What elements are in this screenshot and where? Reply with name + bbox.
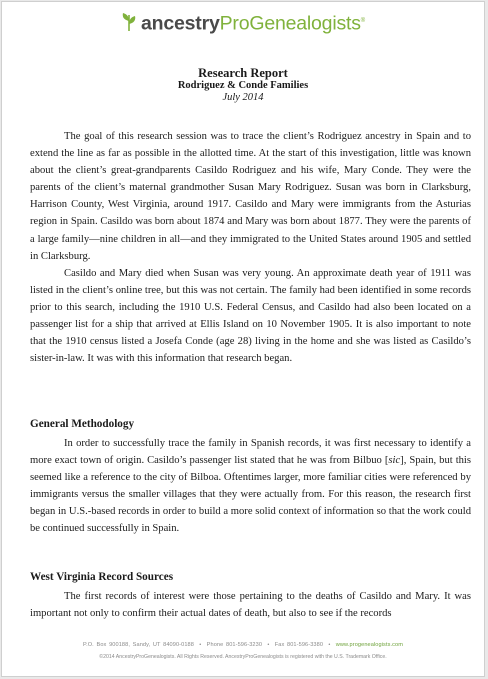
methodology-paragraph — [30, 435, 471, 538]
wv-sources-section — [30, 588, 471, 622]
report-date: July 2014 — [222, 92, 264, 103]
report-header — [2, 66, 484, 104]
document-page — [1, 1, 485, 677]
trademark-mark: ® — [360, 18, 366, 24]
footer-address: P.O. Box 900188, Sandy, UT 84090-0188 — [82, 642, 194, 648]
methodology-heading: General Methodology — [30, 418, 135, 430]
intro-paragraph-2: Casildo and Mary died when Susan was very young. An approximate death year of 1911 was listed in the client’s online tree, but this was not certain. The family had been identified in some records prior to this search, including the 1910 U.S. Federal Census, and Casildo had also been located on a passenger list for a ship that arrived at Ellis Island on 10 November 1905. It is also important to note that the 1910 census listed a Josefa Conde (age 28) living in the home and she was listed as Casildo’s sister-in-law. It was with this information that research began. — [30, 267, 471, 365]
brand-logo — [2, 10, 484, 35]
intro-section — [30, 128, 471, 367]
methodology-text-1: In order to successfully trace the family in Spanish records, it was first necessary to identify a more exact town of origin. Casildo’s passenger list stated that he was from Bilbuo [ — [30, 438, 471, 467]
wv-sources-heading: West Virginia Record Sources — [30, 571, 174, 583]
brand-name-bold: ancestry — [140, 12, 220, 35]
footer-website-link[interactable]: www.progenealogists.com — [335, 642, 404, 648]
wv-sources-paragraph: The first records of interest were those pertaining to the deaths of Casildo and Mary. It was important not only to confirm their actual dates of death, but also to see if the records — [30, 591, 471, 620]
sic-note: sic — [388, 455, 401, 467]
brand-name-light: ProGenealogists — [219, 12, 361, 35]
methodology-section — [30, 435, 471, 538]
intro-paragraph-1: The goal of this research session was to trace the client’s Rodriguez ancestry in Spain and to extend the line as far as possible in the allotted time. At the start of this investigation, little was known about the client’s great-grandparents Casildo Rodriguez and his wife, Mary Conde. They were the parents of the client’s maternal grandmother Susan Mary Rodriguez. Susan was born in Clarksburg, Harrison County, West Virginia, around 1917. Casildo and Mary were immigrants from the Asturias region in Spain. Casildo was born about 1874 and Mary was born about 1877. They were the parents of a large family—nine children in all—and they immigrated to the United States around 1905 and settled in Clarksburg. — [30, 131, 471, 262]
report-subtitle: Rodriguez & Conde Families — [177, 80, 309, 91]
footer-fax: Fax 801-596-3380 — [274, 642, 324, 648]
footer-phone: Phone 801-596-3230 — [206, 642, 263, 648]
leaf-logo-icon — [121, 12, 137, 32]
report-title: Research Report — [198, 66, 288, 80]
methodology-text-2: ], Spain, but this seemed like a reference to the city of Bilboa. Oftentimes larger, more familiar cities were referenced by immigrants versus the smaller villages that they were actually from. For this reason, the research first began in U.S.-based records in order to build a more solid context of information so that the work could be continued successfully in Spain. — [30, 455, 471, 535]
footer-copyright: ©2014 AncestryProGenealogists. All Rights Reserved. AncestryProGenealogists is registered with the U.S. Trademark Office. — [99, 654, 387, 660]
footer-contact: P.O. Box 900188, Sandy, UT 84090-0188 • Phone 801-596-3230 • Fax 801-596-3380 • www.progenealogists.com — [82, 642, 404, 648]
